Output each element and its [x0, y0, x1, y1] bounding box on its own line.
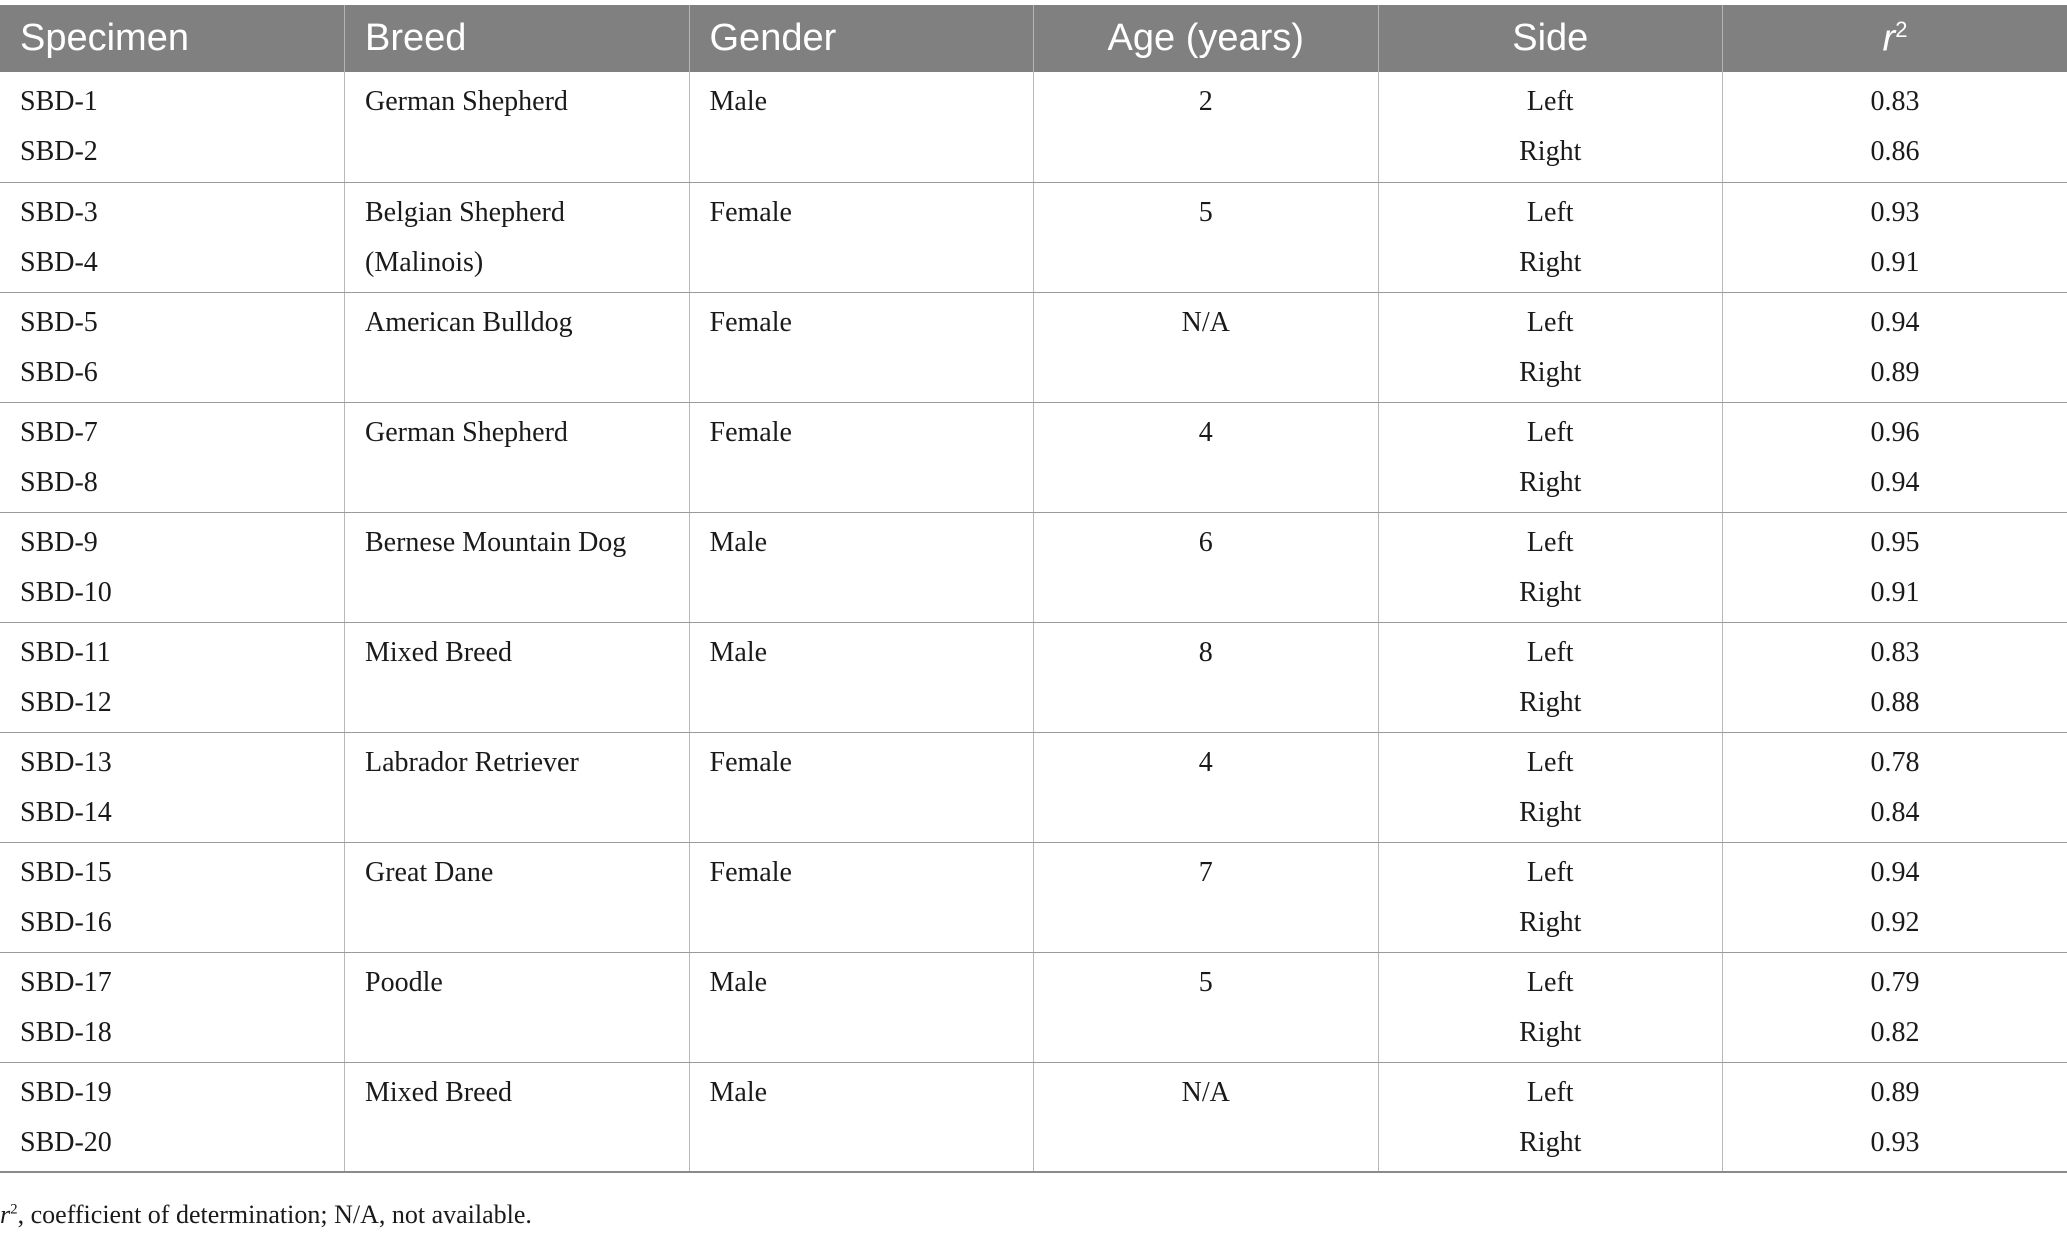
age-cell	[1034, 1062, 1379, 1172]
specimen-cell-line-2: SBD-8	[20, 466, 98, 498]
gender-cell	[689, 182, 1034, 292]
breed-cell	[345, 622, 690, 732]
breed-cell-line-1: Mixed Breed	[365, 1076, 512, 1108]
age-cell-line-1: 4	[1198, 416, 1213, 448]
gender-cell	[689, 952, 1034, 1062]
specimen-cell-line-2: SBD-12	[20, 686, 112, 718]
r-squared-cell-line-2: 0.82	[1870, 1016, 1920, 1048]
breed-cell-line-2	[365, 668, 669, 688]
specimen-cell	[0, 72, 345, 182]
side-cell-line-2: Right	[1519, 686, 1582, 718]
table-header	[0, 5, 2067, 72]
gender-cell-line-1: Female	[709, 306, 792, 338]
age-cell	[1034, 402, 1379, 512]
breed-cell-line-1: Great Dane	[365, 856, 494, 888]
r-squared-cell	[1723, 952, 2067, 1062]
age-cell-line-1: 2	[1198, 86, 1213, 117]
table-container	[0, 5, 2067, 1173]
r-squared-cell	[1723, 732, 2067, 842]
age-cell	[1034, 842, 1379, 952]
breed-cell-line-1: German Shepherd	[365, 416, 568, 448]
specimen-cell-line-1: SBD-11	[20, 636, 111, 668]
gender-cell-line-1: Male	[709, 1076, 768, 1108]
header-gender: Gender	[689, 5, 1034, 72]
side-cell-line-2: Right	[1519, 796, 1582, 828]
r-squared-cell	[1723, 842, 2067, 952]
specimen-cell-line-1: SBD-17	[20, 966, 112, 998]
side-cell-line-1: Left	[1526, 856, 1574, 888]
r-squared-cell-line-1: 0.94	[1870, 306, 1920, 338]
table-row	[0, 72, 2067, 182]
breed-cell-line-1: Bernese Mountain Dog	[365, 526, 627, 558]
side-cell-line-1: Left	[1526, 306, 1574, 338]
side-cell-line-2: Right	[1519, 136, 1582, 167]
r-squared-cell-line-2: 0.84	[1870, 796, 1920, 828]
r-squared-cell-line-2: 0.91	[1870, 246, 1920, 278]
specimen-cell	[0, 402, 345, 512]
specimen-cell-line-1: SBD-13	[20, 746, 112, 778]
breed-cell-line-2	[365, 778, 669, 798]
age-cell-line-1: 4	[1198, 746, 1213, 778]
gender-cell-line-1: Male	[709, 966, 768, 998]
gender-cell	[689, 622, 1034, 732]
specimen-cell	[0, 292, 345, 402]
specimen-cell	[0, 622, 345, 732]
r-squared-cell	[1723, 512, 2067, 622]
specimen-cell-line-2: SBD-18	[20, 1016, 112, 1048]
table-row	[0, 842, 2067, 952]
specimen-cell-line-2: SBD-16	[20, 906, 112, 938]
specimen-cell-line-2: SBD-14	[20, 796, 112, 828]
header-age: Age (years)	[1034, 5, 1379, 72]
r-squared-cell-line-1: 0.79	[1870, 966, 1920, 998]
table-body	[0, 72, 2067, 1172]
age-cell-line-1: 6	[1198, 526, 1213, 558]
footnote-text: , coefficient of determination; N/A, not available.	[17, 1200, 532, 1229]
r-squared-cell-line-2: 0.92	[1870, 906, 1920, 938]
gender-cell	[689, 72, 1034, 182]
breed-cell	[345, 292, 690, 402]
r-squared-cell-line-1: 0.93	[1870, 196, 1920, 228]
header-r-exponent: 2	[1895, 16, 1908, 42]
age-cell-line-1: 5	[1198, 196, 1213, 228]
specimen-cell-line-1: SBD-15	[20, 856, 112, 888]
gender-cell-line-1: Female	[709, 856, 792, 888]
r-squared-cell-line-2: 0.91	[1870, 576, 1920, 608]
side-cell-line-1: Left	[1526, 746, 1574, 778]
breed-cell-line-2	[365, 338, 669, 358]
side-cell-line-2: Right	[1519, 1126, 1582, 1158]
table-row	[0, 292, 2067, 402]
table-row	[0, 1062, 2067, 1172]
r-squared-cell-line-1: 0.83	[1870, 86, 1920, 117]
side-cell	[1378, 732, 1723, 842]
breed-cell	[345, 182, 690, 292]
breed-cell-line-2	[365, 448, 669, 468]
header-side: Side	[1378, 5, 1723, 72]
specimen-cell-line-2: SBD-4	[20, 246, 98, 278]
table-row	[0, 512, 2067, 622]
r-squared-cell-line-1: 0.95	[1870, 526, 1920, 558]
breed-cell	[345, 952, 690, 1062]
r-squared-cell-line-1: 0.89	[1870, 1076, 1920, 1108]
side-cell-line-1: Left	[1526, 526, 1574, 558]
footnote-r-exponent: 2	[10, 1201, 18, 1218]
side-cell	[1378, 292, 1723, 402]
gender-cell-line-1: Male	[709, 636, 768, 668]
side-cell	[1378, 512, 1723, 622]
r-squared-cell-line-1: 0.94	[1870, 856, 1920, 888]
r-squared-cell	[1723, 292, 2067, 402]
gender-cell	[689, 1062, 1034, 1172]
table-row	[0, 182, 2067, 292]
r-squared-cell	[1723, 622, 2067, 732]
specimen-table	[0, 5, 2067, 1173]
table-row	[0, 732, 2067, 842]
side-cell-line-1: Left	[1526, 86, 1574, 117]
gender-cell-line-1: Female	[709, 196, 792, 228]
side-cell	[1378, 182, 1723, 292]
gender-cell	[689, 292, 1034, 402]
breed-cell-line-1: Poodle	[365, 966, 443, 998]
specimen-cell-line-2: SBD-2	[20, 136, 98, 167]
age-cell	[1034, 292, 1379, 402]
breed-cell-line-1: Belgian Shepherd	[365, 196, 565, 228]
specimen-cell	[0, 732, 345, 842]
side-cell-line-2: Right	[1519, 906, 1582, 938]
side-cell	[1378, 952, 1723, 1062]
breed-cell-line-2: (Malinois)	[365, 246, 484, 278]
specimen-cell-line-1: SBD-7	[20, 416, 98, 448]
header-row	[0, 5, 2067, 72]
specimen-cell-line-2: SBD-20	[20, 1126, 112, 1158]
breed-cell	[345, 1062, 690, 1172]
header-r-symbol: r	[1882, 17, 1896, 60]
r-squared-cell-line-2: 0.86	[1870, 136, 1920, 167]
breed-cell-line-1: Mixed Breed	[365, 636, 512, 668]
breed-cell	[345, 402, 690, 512]
age-cell-line-1: 5	[1198, 966, 1213, 998]
gender-cell	[689, 512, 1034, 622]
specimen-cell-line-2: SBD-6	[20, 356, 98, 388]
breed-cell	[345, 72, 690, 182]
table-row	[0, 622, 2067, 732]
breed-cell	[345, 842, 690, 952]
r-squared-cell-line-2: 0.89	[1870, 356, 1920, 388]
gender-cell-line-1: Male	[709, 86, 768, 117]
r-squared-cell-line-2: 0.88	[1870, 686, 1920, 718]
gender-cell	[689, 732, 1034, 842]
side-cell-line-2: Right	[1519, 466, 1582, 498]
r-squared-cell-line-1: 0.83	[1870, 636, 1920, 668]
gender-cell-line-1: Male	[709, 526, 768, 558]
side-cell-line-1: Left	[1526, 636, 1574, 668]
specimen-cell	[0, 182, 345, 292]
breed-cell	[345, 732, 690, 842]
specimen-cell	[0, 842, 345, 952]
r-squared-cell-line-2: 0.94	[1870, 466, 1920, 498]
breed-cell-line-2	[365, 558, 669, 578]
side-cell	[1378, 1062, 1723, 1172]
specimen-cell-line-1: SBD-9	[20, 526, 98, 558]
breed-cell-line-1: Labrador Retriever	[365, 746, 579, 778]
gender-cell	[689, 842, 1034, 952]
breed-cell-line-2	[365, 117, 669, 137]
specimen-cell-line-1: SBD-5	[20, 306, 98, 338]
specimen-cell	[0, 952, 345, 1062]
age-cell-line-1: N/A	[1181, 306, 1230, 338]
side-cell	[1378, 402, 1723, 512]
breed-cell-line-2	[365, 998, 669, 1018]
age-cell	[1034, 622, 1379, 732]
specimen-cell	[0, 1062, 345, 1172]
side-cell	[1378, 622, 1723, 732]
footnote-r-symbol: r	[0, 1200, 11, 1229]
gender-cell	[689, 402, 1034, 512]
breed-cell-line-2	[365, 888, 669, 908]
side-cell	[1378, 842, 1723, 952]
age-cell-line-1: 7	[1198, 856, 1213, 888]
r-squared-cell-line-1: 0.96	[1870, 416, 1920, 448]
breed-cell	[345, 512, 690, 622]
r-squared-cell-line-2: 0.93	[1870, 1126, 1920, 1158]
side-cell-line-1: Left	[1526, 416, 1574, 448]
breed-cell-line-1: German Shepherd	[365, 86, 568, 117]
specimen-cell-line-1: SBD-3	[20, 196, 98, 228]
specimen-cell	[0, 512, 345, 622]
gender-cell-line-1: Female	[709, 746, 792, 778]
side-cell-line-2: Right	[1519, 1016, 1582, 1048]
side-cell-line-2: Right	[1519, 356, 1582, 388]
age-cell	[1034, 732, 1379, 842]
side-cell-line-1: Left	[1526, 196, 1574, 228]
r-squared-cell	[1723, 182, 2067, 292]
table-row	[0, 952, 2067, 1062]
gender-cell-line-1: Female	[709, 416, 792, 448]
breed-cell-line-2	[365, 1108, 669, 1128]
side-cell	[1378, 72, 1723, 182]
age-cell	[1034, 512, 1379, 622]
specimen-cell-line-2: SBD-10	[20, 576, 112, 608]
r-squared-cell-line-1: 0.78	[1870, 746, 1920, 778]
age-cell	[1034, 952, 1379, 1062]
side-cell-line-1: Left	[1526, 1076, 1574, 1108]
table-footnote	[0, 1200, 532, 1230]
table-row	[0, 402, 2067, 512]
header-specimen: Specimen	[0, 5, 345, 72]
age-cell-line-1: N/A	[1181, 1076, 1230, 1108]
breed-cell-line-1: American Bulldog	[365, 306, 573, 338]
side-cell-line-2: Right	[1519, 246, 1582, 278]
age-cell	[1034, 72, 1379, 182]
specimen-cell-line-1: SBD-1	[20, 86, 98, 117]
age-cell	[1034, 182, 1379, 292]
side-cell-line-1: Left	[1526, 966, 1574, 998]
r-squared-cell	[1723, 72, 2067, 182]
specimen-cell-line-1: SBD-19	[20, 1076, 112, 1108]
header-r-squared	[1723, 5, 2067, 72]
side-cell-line-2: Right	[1519, 576, 1582, 608]
age-cell-line-1: 8	[1198, 636, 1213, 668]
r-squared-cell	[1723, 1062, 2067, 1172]
r-squared-cell	[1723, 402, 2067, 512]
header-breed: Breed	[345, 5, 690, 72]
